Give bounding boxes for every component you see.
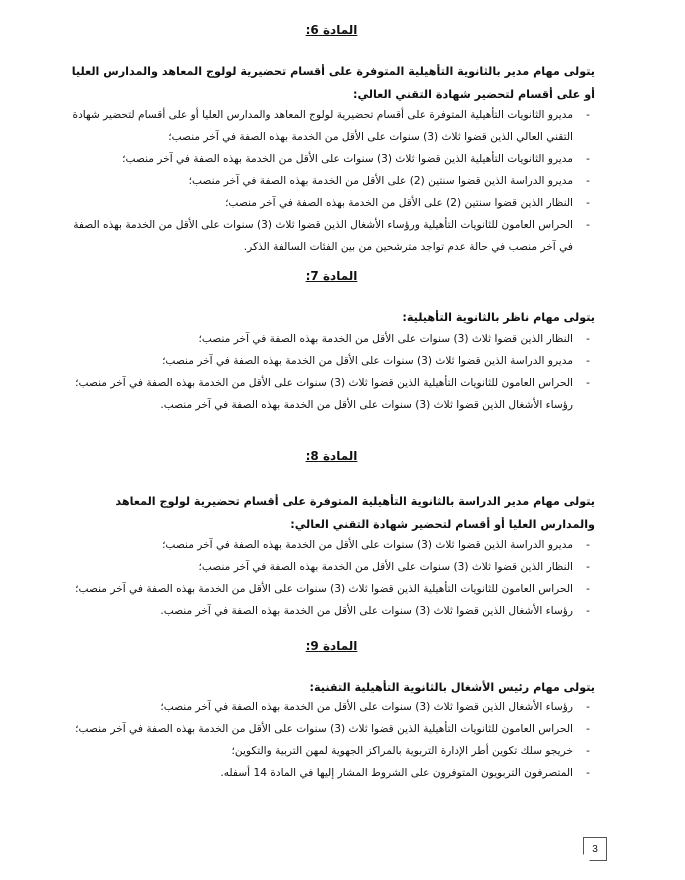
article-9-lead: يتولى مهام رئيس الأشغال بالثانوية التأهيلية التقنية: (309, 681, 595, 694)
article-8-item-3 (68, 578, 595, 600)
bullet-dash: - (586, 605, 590, 617)
bullet-dash: - (586, 153, 590, 165)
article-9-heading: المادة 9: (305, 639, 358, 653)
bullet-dash: - (586, 539, 590, 551)
list-item-text: الحراس العامون للثانويات التأهيلية ورؤساء الأشغال الذين قضوا ثلاث (3) سنوات على الأقل من الخدمة بهذه الصفة في آخر منصب في حالة عدم تواجد مترشحين من بين الفئات السالفة الذكر. (73, 219, 573, 253)
document-page (68, 0, 595, 880)
list-item-text: رؤساء الأشغال الذين قضوا ثلاث (3) سنوات على الأقل من الخدمة بهذه الصفة في آخر منصب؛ (160, 701, 573, 713)
list-item-text: مديرو الدراسة الذين قضوا ثلاث (3) سنوات على الأقل من الخدمة بهذه الصفة في آخر منصب؛ (162, 539, 573, 551)
list-item-text: خريجو سلك تكوين أطر الإدارة التربوية بالمراكز الجهوية لمهن التربية والتكوين؛ (231, 745, 573, 757)
article-8-item-4 (68, 600, 595, 622)
list-item-text: الحراس العامون للثانويات التأهيلية الذين قضوا ثلاث (3) سنوات على الأقل من الخدمة بهذه الصفة في آخر منصب؛ (75, 377, 573, 389)
article-9-item-1 (68, 696, 595, 718)
list-item-text: رؤساء الأشغال الذين قضوا ثلاث (3) سنوات على الأقل من الخدمة بهذه الصفة في آخر منصب. (160, 605, 573, 617)
list-item-text: رؤساء الأشغال الذين قضوا ثلاث (3) سنوات على الأقل من الخدمة بهذه الصفة في آخر منصب. (160, 399, 573, 411)
bullet-dash: - (586, 723, 590, 735)
bullet-dash: - (586, 377, 590, 389)
bullet-dash: - (586, 109, 590, 121)
article-6-item-4 (68, 192, 595, 214)
bullet-dash: - (586, 197, 590, 209)
list-item-text: الحراس العامون للثانويات التأهيلية الذين قضوا ثلاث (3) سنوات على الأقل من الخدمة بهذه الصفة في آخر منصب؛ (75, 583, 573, 595)
article-6-heading: المادة 6: (305, 23, 358, 37)
article-9-item-2 (68, 718, 595, 740)
article-9-item-3 (68, 740, 595, 762)
article-8-item-1 (68, 534, 595, 556)
bullet-dash: - (586, 175, 590, 187)
article-8-heading: المادة 8: (305, 449, 358, 463)
bullet-dash: - (586, 355, 590, 367)
article-6-item-5 (68, 214, 595, 258)
article-6-item-2 (68, 148, 595, 170)
list-item-text: النظار الذين قضوا ثلاث (3) سنوات على الأقل من الخدمة بهذه الصفة في آخر منصب؛ (198, 561, 573, 573)
list-item-text: مديرو الثانويات التأهيلية الذين قضوا ثلاث (3) سنوات على الأقل من الخدمة بهذه الصفة في آخر منصب؛ (122, 153, 573, 165)
bullet-dash: - (586, 745, 590, 757)
article-7-lead: يتولى مهام ناظر بالثانوية التأهيلية: (402, 311, 595, 324)
bullet-dash: - (586, 701, 590, 713)
article-7-item-2 (68, 350, 595, 372)
list-item-text: مديرو الدراسة الذين قضوا ثلاث (3) سنوات على الأقل من الخدمة بهذه الصفة في آخر منصب؛ (162, 355, 573, 367)
bullet-dash: - (586, 333, 590, 345)
article-7-heading: المادة 7: (305, 269, 358, 283)
article-6-item-3 (68, 170, 595, 192)
bullet-dash: - (586, 561, 590, 573)
list-item-text: مديرو الثانويات التأهيلية المتوفرة على أقسام تحضيرية لولوج المعاهد والمدارس العليا أو على أقسام لتحضير شهادة التقني العالي الذين قضوا ثلاث (3) سنوات على الأقل من الخدمة بهذه الصفة في آخر منصب؛ (72, 109, 573, 143)
article-7-item-4 (68, 394, 595, 416)
list-item-text: النظار الذين قضوا ثلاث (3) سنوات على الأقل من الخدمة بهذه الصفة في آخر منصب؛ (198, 333, 573, 345)
article-7-item-3 (68, 372, 595, 394)
article-6-lead: يتولى مهام مدير بالثانوية التأهيلية المتوفرة على أقسام تحضيرية لولوج المعاهد والمدارس العليا أو على أقسام لتحضير شهادة التقني العالي: (71, 65, 595, 101)
bullet-dash: - (586, 219, 590, 231)
article-6-item-1 (68, 104, 595, 148)
list-item-text: مديرو الدراسة الذين قضوا سنتين (2) على الأقل من الخدمة بهذه الصفة في آخر منصب؛ (188, 175, 573, 187)
page-number: 3 (583, 837, 607, 861)
bullet-dash: - (586, 767, 590, 779)
article-8-item-2 (68, 556, 595, 578)
list-item-text: المتصرفون التربويون المتوفرون على الشروط المشار إليها في المادة 14 أسفله. (220, 767, 573, 779)
article-7-item-1 (68, 328, 595, 350)
list-item-text: النظار الذين قضوا سنتين (2) على الأقل من الخدمة بهذه الصفة في آخر منصب؛ (225, 197, 573, 209)
bullet-dash: - (586, 583, 590, 595)
article-9-item-4 (68, 762, 595, 784)
list-item-text: الحراس العامون للثانويات التأهيلية الذين قضوا ثلاث (3) سنوات على الأقل من الخدمة بهذه الصفة في آخر منصب؛ (75, 723, 573, 735)
article-8-lead: يتولى مهام مدير الدراسة بالثانوية التأهيلية المتوفرة على أقسام تحضيرية لولوج المعاهد والمدارس العليا أو أقسام لتحضير شهادة التقني العالي: (115, 495, 595, 531)
